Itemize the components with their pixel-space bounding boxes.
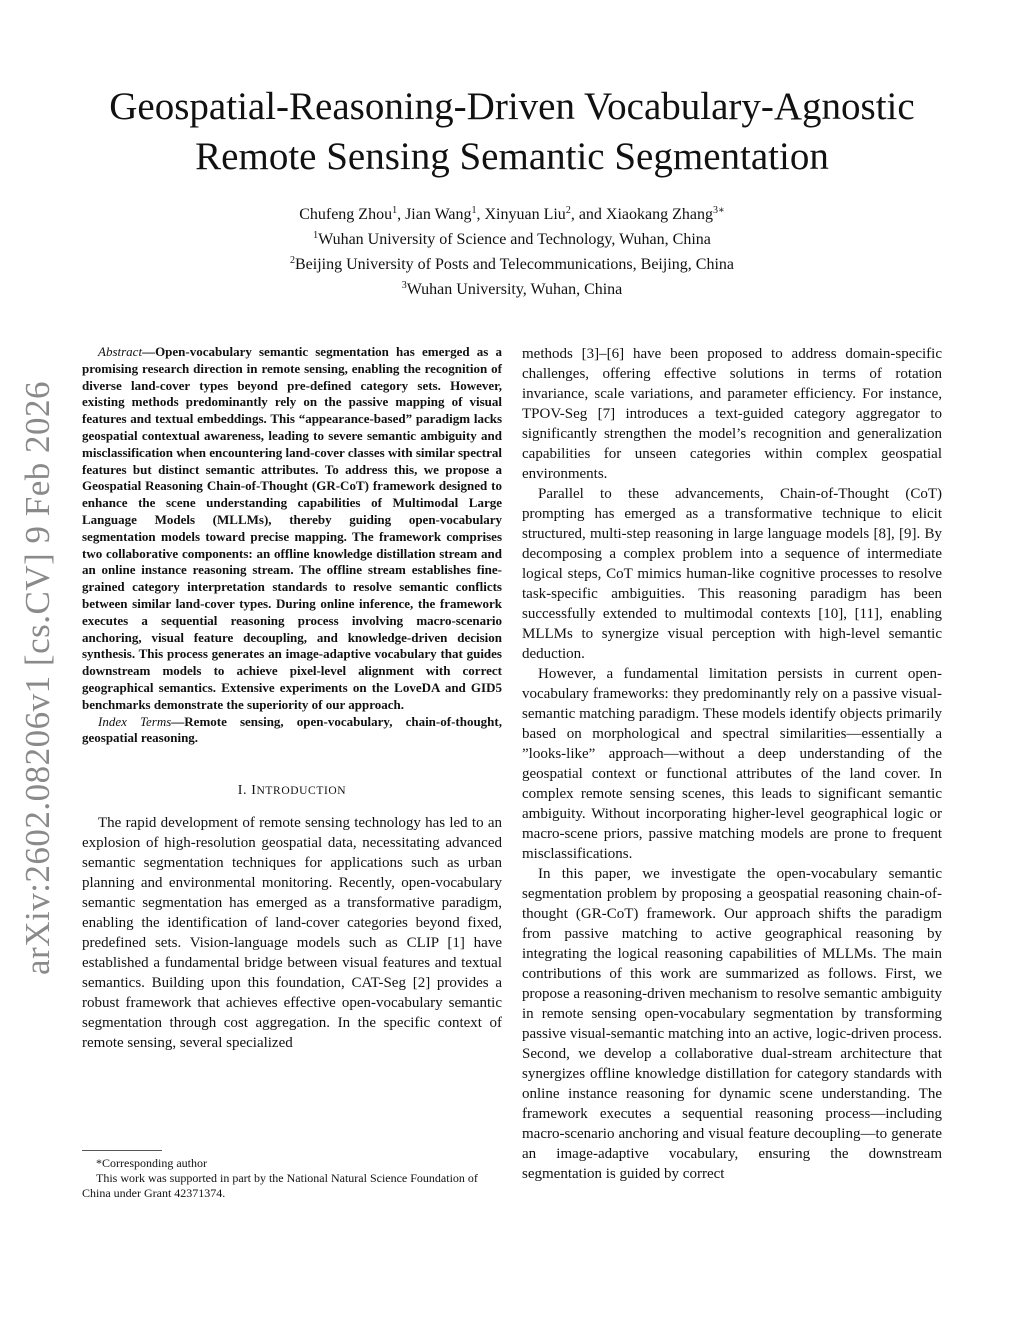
right-column [522, 344, 942, 1184]
intro-paragraph-5: In this paper, we investigate the open-vocabulary semantic segmentation problem by proposing a geospatial reasoning chain-of-thought (GR-CoT) framework. Our approach shifts the paradigm from passive matching to active geographical reasoning by integrating the logical reasoning capabilities of MLLMs. The main contributions of this work are summarized as follows. First, we propose a reasoning-driven mechanism to resolve semantic ambiguity in remote sensing open-vocabulary segmentation by transforming passive visual-semantic matching into an active, logic-driven process. Second, we develop a collaborative dual-stream architecture that synergizes offline knowledge distillation for category standards with online instance reasoning for dynamic scene understanding. The framework executes a sequential reasoning process—including macro-scenario anchoring and visual feature decoupling—to generate an image-adaptive vocabulary, ensuring the downstream segmentation is guided by correct [522, 866, 942, 1182]
author-and: and [578, 206, 602, 223]
arxiv-identifier: arXiv:2602.08206v1 [cs.CV] 9 Feb 2026 [18, 380, 57, 975]
footnote-divider [82, 1150, 162, 1151]
author-4-affil: 3∗ [713, 205, 725, 216]
author-2-affil: 1 [471, 205, 477, 216]
author-2: Jian Wang [405, 206, 472, 223]
index-terms-label: Index Terms [98, 713, 172, 729]
footnote-corresponding: *Corresponding author [96, 1156, 207, 1170]
footnote-funding: This work was supported in part by the National Natural Science Foundation of China under Grant 42371374. [82, 1171, 478, 1200]
abstract-text: —Open-vocabulary semantic segmentation has emerged as a promising research direction in remote sensing, enabling the recognition of diverse land-cover types beyond pre-defined category sets. However, existing methods predominantly rely on the passive mapping of visual features and textual embeddings. This “appearance-based” paradigm lacks geospatial contextual awareness, leading to severe semantic ambiguity and misclassification when encountering land-cover classes with similar spectral features but distinct semantic attributes. To address this, we propose a Geospatial Reasoning Chain-of-Thought (GR-CoT) framework designed to enhance the scene understanding capabilities of Multimodal Large Language Models (MLLMs), thereby guiding open-vocabulary segmentation models toward precise mapping. The framework comprises two collaborative components: an offline knowledge distillation stream and an online instance reasoning stream. The offline stream establishes fine-grained category interpretation standards to resolve semantic conflicts between similar land-cover types. During online inference, the framework executes a sequential reasoning process involving macro-scenario anchoring, visual feature decoupling, and knowledge-driven decision synthesis. This process generates an image-adaptive vocabulary that guides downstream models to achieve pixel-level alignment with correct geographical semantics. Extensive experiments on the LoveDA and GID5 benchmarks demonstrate the superiority of our approach. [82, 344, 502, 712]
author-1-affil: 1 [392, 205, 398, 216]
affiliation-2: $^2$Beijing University of Posts and Telecommunications, Beijing, China [290, 255, 734, 273]
author-4: Xiaokang Zhang [605, 206, 713, 223]
index-terms-text: —Remote sensing, open-vocabulary, chain-of-thought, geospatial reasoning. [82, 713, 502, 746]
affiliation-1: $^1$Wuhan University of Science and Technology, Wuhan, China [313, 230, 711, 248]
intro-paragraph-3: Parallel to these advancements, Chain-of-Thought (CoT) prompting has emerged as a transformative technique to elicit structured, multi-step reasoning in large language models [8], [9]. By decomposing a complex problem into a sequence of intermediate logical steps, CoT mimics human-like cognitive processes to resolve task-specific ambiguities. This reasoning paradigm has been successfully extended to multimodal contexts [10], [11], enabling MLLMs to synergize visual perception with high-level semantic deduction. [522, 486, 942, 662]
author-block [160, 200, 864, 300]
abstract-label: Abstract [98, 344, 143, 359]
title-line-1: Geospatial-Reasoning-Driven Vocabulary-Agnostic [109, 85, 915, 128]
abstract [82, 344, 502, 714]
author-3-affil: 2 [565, 205, 571, 216]
intro-paragraph-2: methods [3]–[6] have been proposed to address domain-specific challenges, offering effective solutions in terms of rotation invariance, scale variations, and parameter efficiency. For instance, TPOV-Seg [7] introduces a text-guided category aggregator to significantly strengthen the model’s recognition and generalization capabilities for unseen categories within complex geospatial environments. [522, 346, 942, 482]
affiliation-3: $^3$Wuhan University, Wuhan, China [401, 280, 623, 298]
title-line-2: Remote Sensing Semantic Segmentation [195, 135, 829, 178]
index-terms [82, 714, 502, 748]
author-3: Xinyuan Liu [484, 206, 566, 223]
author-list: Chufeng Zhou$^1$, Jian Wang$^1$, Xinyuan Liu$^2$, and Xiaokang Zhang$^{3∗}$ [299, 205, 725, 223]
intro-paragraph-1: The rapid development of remote sensing technology has led to an explosion of high-resolution geospatial data, necessitating advanced semantic segmentation techniques for applications such as urban planning and environmental monitoring. Recently, open-vocabulary semantic segmentation has emerged as a transformative paradigm, enabling the identification of land-cover categories beyond fixed, predefined sets. Vision-language models such as CLIP [1] have established a fundamental bridge between visual features and textual semantics. Building upon this foundation, CAT-Seg [2] provides a robust framework that achieves effective open-vocabulary semantic segmentation through cost aggregation. In the specific context of remote sensing, several specialized [82, 815, 502, 1052]
intro-paragraph-4: However, a fundamental limitation persists in current open-vocabulary frameworks: they predominantly rely on a passive visual-semantic matching paradigm. These models identify objects primarily based on morphological and spectral similarities—essentially a ”looks-like” approach—without a deep understanding of the geospatial context or functional attributes of the land cover. In complex remote sensing scenes, this leads to significant semantic ambiguity. Without incorporating higher-level geographical logic or macro-scene priors, passive matching models are prone to frequent misclassifications. [522, 666, 942, 862]
author-1: Chufeng Zhou [299, 206, 393, 223]
paper-title [60, 82, 964, 182]
section-heading-introduction: I. INTRODUCTION [237, 783, 347, 799]
left-column [82, 344, 502, 1053]
footnotes [82, 1156, 502, 1201]
